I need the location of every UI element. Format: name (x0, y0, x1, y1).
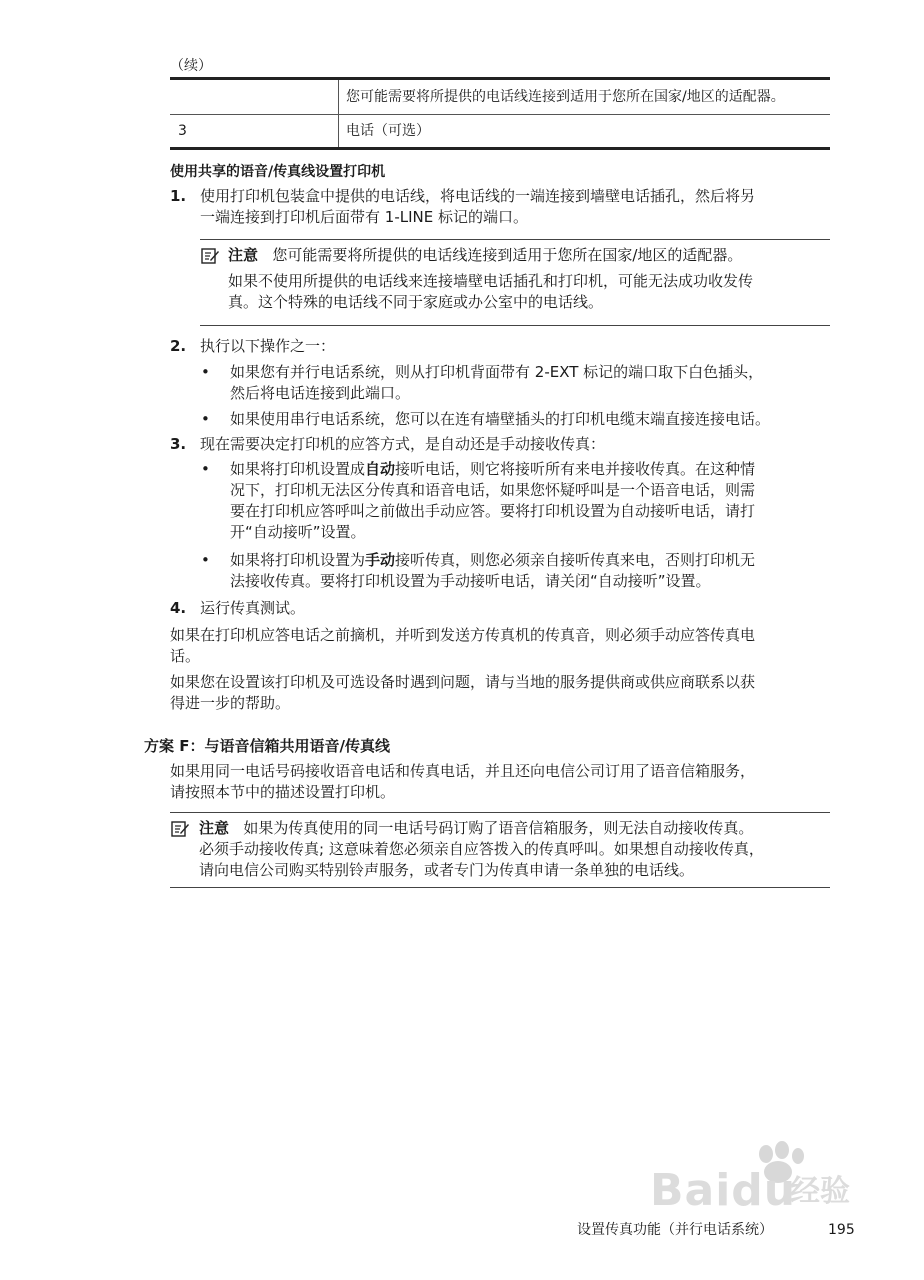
table-cell: 您可能需要将所提供的电话线连接到适用于您所在国家/地区的适配器。 (346, 89, 785, 105)
bullet-text: 如果您有并行电话系统，则从打印机背面带有 2-EXT 标记的端口取下白色插头， 然后将电话连接到此端口。 (230, 363, 764, 402)
connection-table (170, 77, 830, 150)
bullet: • (201, 410, 210, 428)
table-row (170, 80, 830, 114)
step-text: 现在需要决定打印机的应答方式，是自动还是手动接收传真： (200, 435, 606, 453)
bullet-text: 如果将打印机设置成自动接听电话，则它将接听所有来电并接收传真。在这种情 况下，打印机无法区分传真和语音电话，如果您怀疑呼叫是一个语音电话，则需 要在打印机应答呼叫之前做出手动应答。要将打印机设置为自动接听电话，请打 开“自动接听”设置。 (230, 460, 756, 541)
step-number: 2. (170, 337, 187, 355)
bullet: • (201, 551, 210, 569)
step-text: 使用打印机包装盒中提供的电话线，将电话线的一端连接到墙壁电话插孔，然后将另 一端连接到打印机后面带有 1-LINE 标记的端口。 (200, 187, 756, 226)
note-divider-top (200, 239, 830, 240)
bullet: • (201, 363, 210, 381)
page-number: 195 (828, 1222, 855, 1238)
note-title: 注意 (199, 819, 230, 837)
watermark-brand: Baidu (650, 1165, 797, 1216)
table-cell: 3 (178, 123, 187, 139)
step-number: 4. (170, 599, 187, 617)
table-row (170, 115, 830, 147)
note-divider-bottom (170, 887, 830, 888)
step-number: 1. (170, 187, 187, 205)
note-pencil-icon (200, 246, 220, 266)
step-number: 3. (170, 435, 187, 453)
step-text: 执行以下操作之一： (200, 337, 336, 355)
section-intro: 如果用同一电话号码接收语音电话和传真电话，并且还向电信公司订用了语音信箱服务， 请按照本节中的描述设置打印机。 (170, 762, 756, 801)
note-body: 注意 如果为传真使用的同一电话号码订购了语音信箱服务，则无法自动接收传真。 必须手动接收传真; 这意味着您必须亲自应答拨入的传真呼叫。如果想自动接收传真， 请向电信公司购买特别铃声服务，或者专门为传真申请一条单独的电话线。 (199, 819, 764, 879)
bullet-text: 如果将打印机设置为手动接听传真，则您必须亲自接听传真来电，否则打印机无 法接收传真。要将打印机设置为手动接听电话，请关闭“自动接听”设置。 (230, 551, 756, 590)
watermark-text: 经验 (790, 1174, 850, 1209)
paragraph: 如果您在设置该打印机及可选设备时遇到问题，请与当地的服务提供商或供应商联系以获 得进一步的帮助。 (170, 673, 756, 712)
continued-label: （续） (170, 58, 212, 74)
footer-title: 设置传真功能（并行电话系统） (577, 1222, 773, 1238)
subheading: 使用共享的语音/传真线设置打印机 (170, 164, 386, 180)
note-title: 注意 (228, 246, 259, 264)
note-divider-bottom (200, 325, 830, 326)
paragraph: 如果在打印机应答电话之前摘机，并听到发送方传真机的传真音，则必须手动应答传真电 话。 (170, 626, 756, 665)
note-pencil-icon (170, 819, 190, 839)
section-title: 方案 F：与语音信箱共用语音/传真线 (144, 737, 390, 755)
note-body: 注意 您可能需要将所提供的电话线连接到适用于您所在国家/地区的适配器。 如果不使用所提供的电话线来连接墙壁电话插孔和打印机，可能无法成功收发传 真。这个特殊的电话线不同于家庭或办公室中的电话线。 (228, 246, 754, 311)
table-cell: 电话（可选） (346, 123, 430, 139)
baidu-watermark (650, 1140, 850, 1220)
note-divider-top (170, 812, 830, 813)
bullet: • (201, 460, 210, 478)
step-text: 运行传真测试。 (200, 599, 306, 617)
bullet-text: 如果使用串行电话系统，您可以在连有墙壁插头的打印机电缆末端直接连接电话。 (230, 410, 771, 428)
